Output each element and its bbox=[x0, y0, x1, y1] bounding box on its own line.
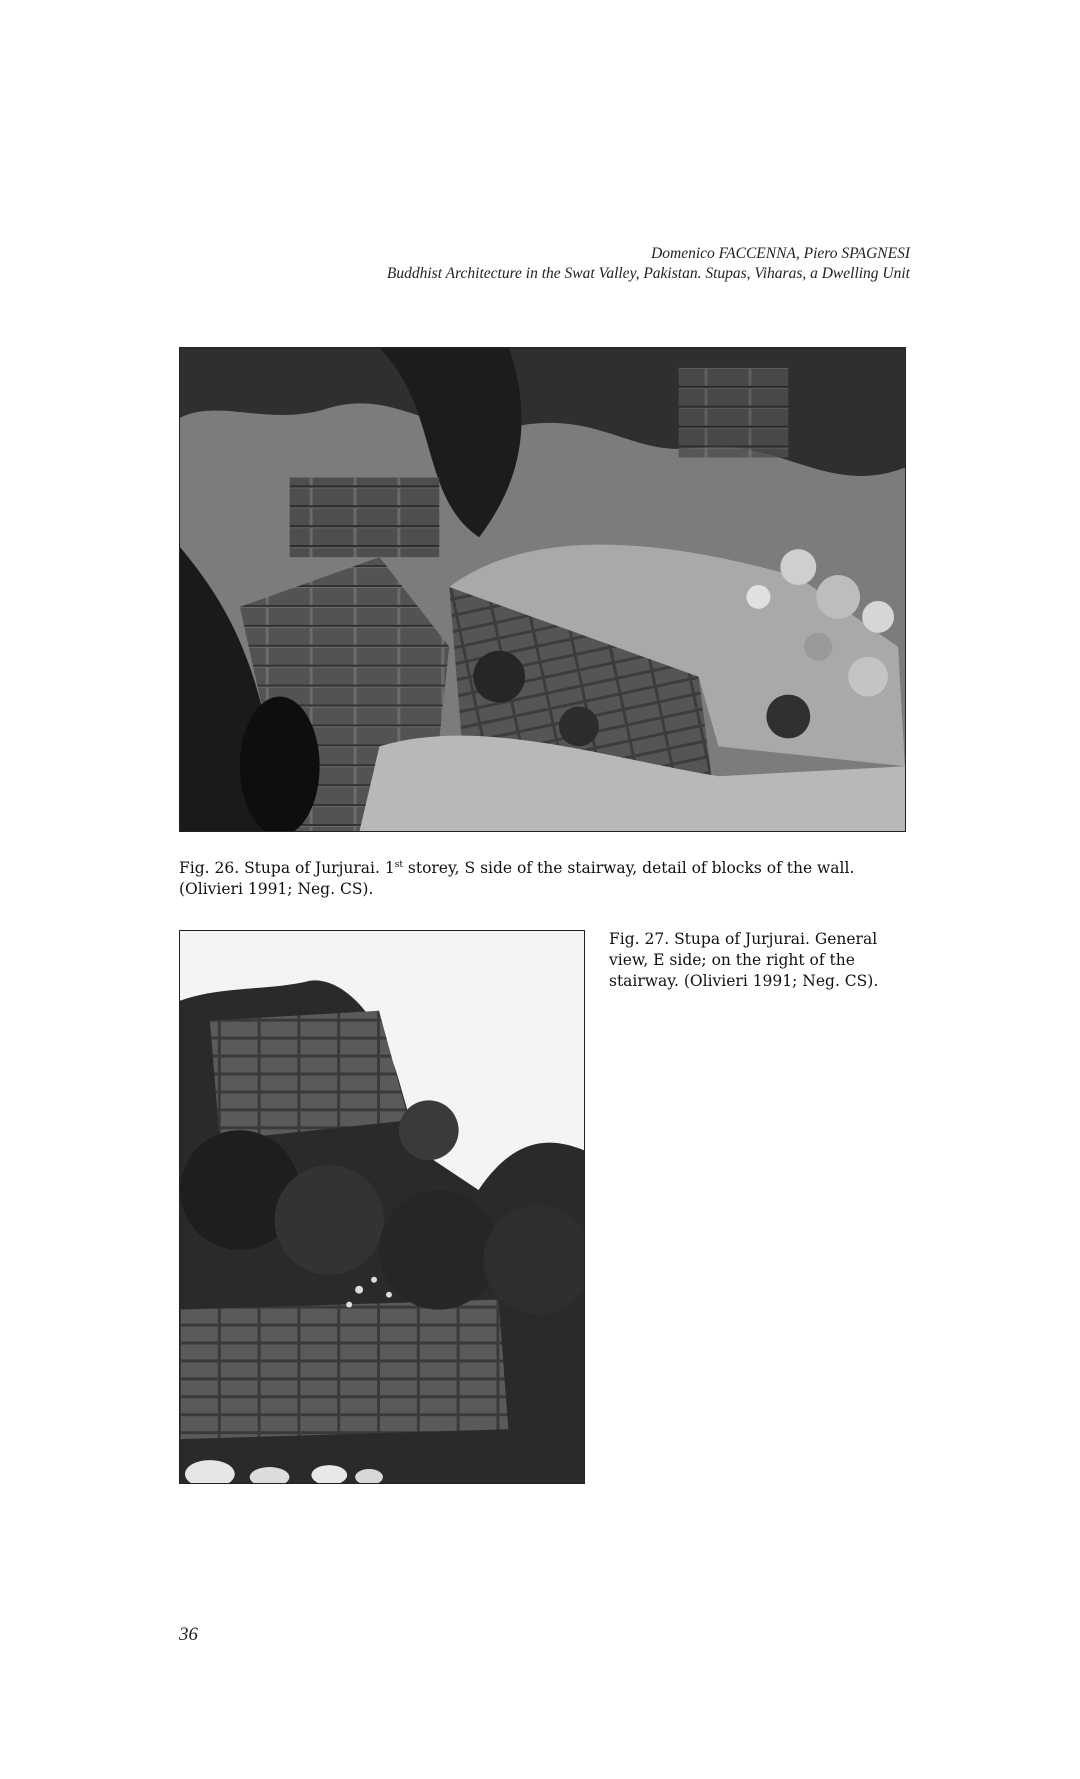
running-head-authors: Domenico FACCENNA, Piero SPAGNESI bbox=[651, 245, 910, 262]
figure-27-caption-line3: stairway. (Olivieri 1991; Neg. CS). bbox=[609, 972, 879, 990]
figure-27-caption bbox=[609, 929, 909, 992]
caption-text-rest: storey, S side of the stairway, detail of blocks of the wall. bbox=[402, 859, 855, 878]
page-number: 36 bbox=[179, 1624, 198, 1645]
running-head bbox=[190, 244, 910, 284]
figure-27-photo bbox=[179, 930, 585, 1484]
caption-superscript: st bbox=[394, 860, 403, 870]
caption-text: Fig. 26. Stupa of Jurjurai. 1 bbox=[179, 859, 395, 878]
figure-26-caption-line2: (Olivieri 1991; Neg. CS). bbox=[179, 880, 374, 899]
stupa-stairway-photo bbox=[180, 348, 905, 831]
running-head-book-title: Buddhist Architecture in the Swat Valley, Pakistan. Stupas, Viharas, a Dwelling Unit bbox=[386, 265, 910, 282]
figure-26-caption-line1 bbox=[179, 855, 919, 879]
figure-27-caption-line1: Fig. 27. Stupa of Jurjurai. General bbox=[609, 930, 878, 948]
stupa-general-view-photo bbox=[180, 931, 584, 1483]
figure-26-photo bbox=[179, 347, 906, 832]
figure-27-caption-line2: view, E side; on the right of the bbox=[609, 951, 855, 969]
figure-26-caption bbox=[179, 855, 919, 900]
